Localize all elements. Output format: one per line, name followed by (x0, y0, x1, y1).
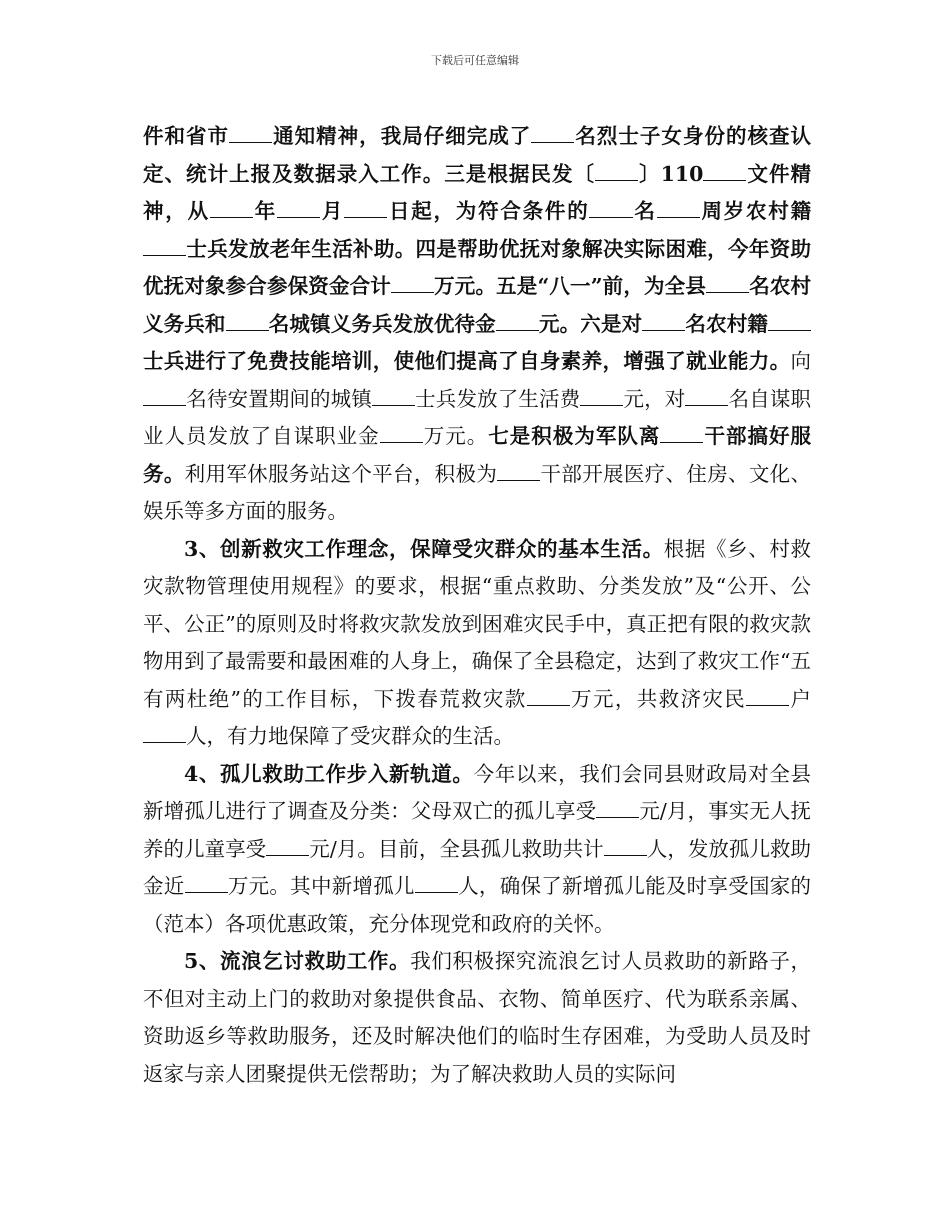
fill-blank (497, 460, 540, 480)
fill-blank (706, 273, 749, 293)
text-run: 名烈士子女身份的核查认定、统计上报及数据录入工作。三是根据民发〔 (143, 124, 812, 186)
fill-blank (703, 160, 746, 180)
text-run: 周岁农村籍 (699, 199, 812, 223)
text-run: 万元，共救济灾民 (569, 686, 747, 711)
fill-blank (642, 310, 685, 330)
fill-blank (266, 835, 309, 855)
fill-blank (589, 198, 632, 218)
fill-blank (415, 873, 458, 893)
text-run: 士兵进行了免费技能培训，使他们提高了自身素养，增强了就业能力。 (143, 349, 791, 373)
paragraph-3 (143, 756, 811, 944)
section-heading: 4、孤儿救助工作步入新轨道。 (184, 761, 474, 786)
text-run: 元，对 (623, 386, 686, 411)
text-run: 通知精神，我局仔细完成了 (272, 124, 532, 148)
text-run: 利用军休服务站这个平台，积极为 (184, 461, 498, 486)
fill-blank (596, 798, 639, 818)
text-run: 人，发放孤儿救助金近 (143, 836, 812, 898)
fill-blank (660, 423, 703, 443)
paragraph-1 (143, 118, 811, 531)
text-run: 名农村义务兵和 (143, 274, 812, 336)
text-run: 名农村籍 (685, 311, 768, 336)
text-run: 我们积极探究流浪乞讨人员救助的新路子，不但对主动上门的救助对象提供食品、衣物、简单医疗、代为联系亲属、资助返乡等救助服务，还及时解决他们的临时生存困难，为受助人员及时返家与亲人团聚提供无偿帮助；为了解决救助人员的实际问 (143, 949, 812, 1086)
fill-blank (210, 198, 253, 218)
fill-blank (277, 198, 320, 218)
section-heading: 3、创新救灾工作理念，保障受灾群众的基本生活。 (184, 536, 664, 561)
fill-blank (746, 685, 789, 705)
text-run: 名城镇义务兵发放优待金 (268, 311, 496, 336)
text-run: 年 (252, 199, 277, 223)
text-run: 日起，为符合条件的 (387, 199, 590, 223)
document-body (143, 118, 811, 1093)
text-run: 向 (790, 349, 811, 373)
fill-blank (685, 385, 728, 405)
text-run: 名待安置期间的城镇 (186, 386, 372, 411)
fill-blank (531, 123, 574, 143)
fill-blank (391, 273, 434, 293)
text-run: 干部搞好服务。 (143, 424, 812, 486)
text-run: 今年以来，我们会同县财政局对全县新增孤儿进行了调查及分类：父母双亡的孤儿享受 (143, 761, 812, 823)
fill-blank (226, 310, 269, 330)
text-run: 户 (789, 686, 812, 711)
paragraph-4 (143, 943, 811, 1093)
text-run: 月 (320, 199, 345, 223)
fill-blank (657, 198, 700, 218)
text-run: 元/月。目前，全县孤儿救助共计 (309, 836, 604, 861)
text-run: 七是积极为军队离 (488, 424, 661, 448)
text-run: 万元。其中新增孤儿 (227, 874, 415, 898)
fill-blank (768, 310, 811, 330)
fill-blank (185, 873, 228, 893)
text-run: 件和省市 (143, 124, 230, 148)
section-heading: 5、流浪乞讨救助工作。 (184, 949, 411, 973)
text-run: 根据《乡、村救灾款物管理使用规程》的要求，根据“重点救助、分类发放”及“公开、公平、公正”的原则及时将救灾款发放到困难灾民手中，真正把有限的救灾款物用到了最需要和最困难的人身上，确保了全县稳定，达到了救灾工作“五有两杜绝”的工作目标，下拨春荒救灾款 (143, 536, 812, 711)
fill-blank (604, 835, 647, 855)
fill-blank (580, 385, 623, 405)
text-run: 人，确保了新增孤儿能及时享受国家的（范本）各项优惠政策，充分体现党和政府的关怀。 (143, 874, 812, 936)
fill-blank (143, 723, 186, 743)
text-run: 名 (632, 199, 657, 223)
text-run: 士兵发放了生活费 (415, 386, 581, 411)
fill-blank (595, 160, 638, 180)
text-run: 文件精神，从 (143, 161, 812, 223)
text-run: 名自谋职业人员发放了自谋职业金 (143, 386, 812, 448)
text-run: 万元。 (422, 424, 489, 448)
paragraph-2 (143, 531, 811, 756)
page-header: 下载后可任意编辑 (431, 54, 519, 67)
text-run: 〕110 (638, 161, 704, 186)
fill-blank (143, 235, 186, 255)
fill-blank (496, 310, 539, 330)
text-run: 士兵发放老年生活补助。四是帮助优抚对象解决实际困难，今年资助优抚对象参合参保资金合计 (143, 236, 811, 298)
text-run: 干部开展医疗、住房、文化、娱乐等多方面的服务。 (143, 461, 812, 523)
text-run: 万元。五是“八一”前，为全县 (433, 274, 706, 298)
fill-blank (527, 685, 570, 705)
text-run: 人，有力地保障了受灾群众的生活。 (186, 724, 515, 748)
fill-blank (229, 123, 272, 143)
fill-blank (380, 423, 423, 443)
text-run: 元/月，事实无人抚养的儿童享受 (143, 799, 812, 861)
fill-blank (372, 385, 415, 405)
fill-blank (344, 198, 387, 218)
text-run: 元。六是对 (538, 311, 643, 336)
fill-blank (143, 385, 186, 405)
